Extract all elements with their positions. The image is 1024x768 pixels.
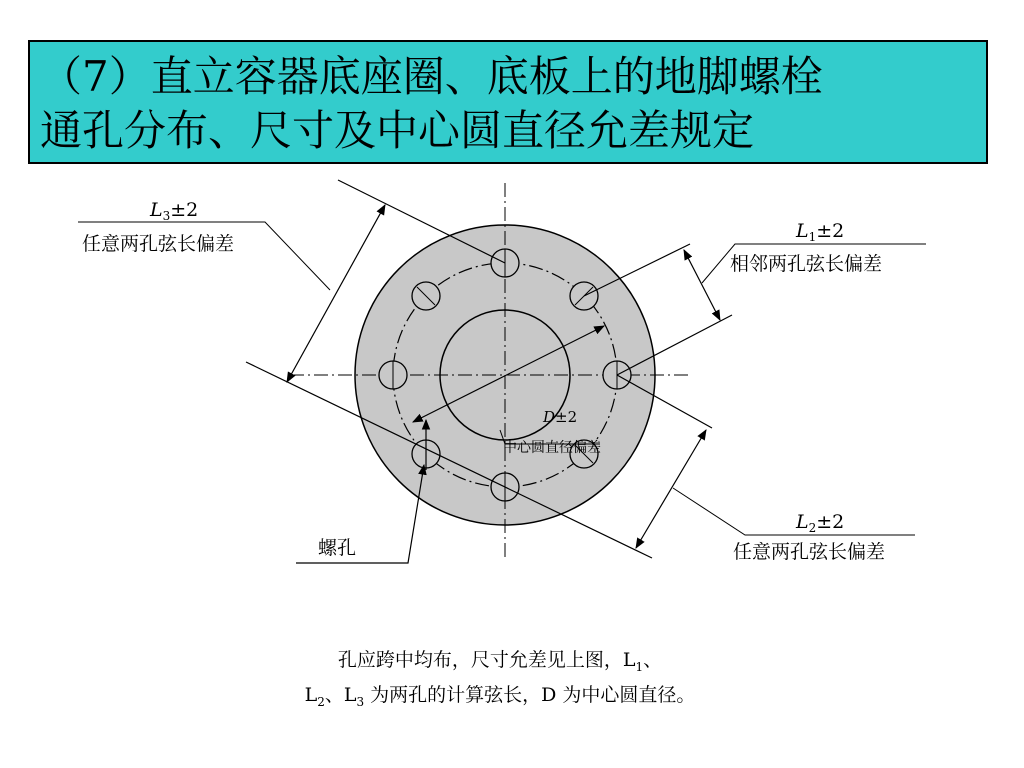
l1-description: 相邻两孔弦长偏差 [730, 253, 883, 275]
caption-line-1: 孔应跨中均布，尺寸允差见上图，$L_1$、 [337, 649, 663, 674]
caption [200, 646, 800, 716]
d-label: D±2 [543, 408, 578, 426]
l2-label: $L_2\pm 2$ [796, 511, 845, 535]
l3-label: $L_3\pm 2$ [150, 199, 199, 223]
l1-dimension-line [684, 250, 720, 320]
title-line-2: 通孔分布、尺寸及中心圆直径允差规定 [40, 106, 755, 155]
d-description: 中心圆直径偏差 [503, 440, 601, 456]
l1-label: $L_1\pm 2$ [796, 220, 845, 244]
bolt-hole-label: 螺孔 [318, 537, 357, 559]
l2-description: 任意两孔弦长偏差 [733, 541, 886, 563]
title-line-1: （7）直立容器底座圈、底板上的地脚螺栓 [40, 52, 823, 101]
l2-dimension-line [636, 430, 706, 548]
caption-line-2: $L_2$、$L_3$ 为两孔的计算弦长，D 为中心圆直径。 [304, 683, 696, 709]
l3-description: 任意两孔弦长偏差 [82, 233, 235, 255]
